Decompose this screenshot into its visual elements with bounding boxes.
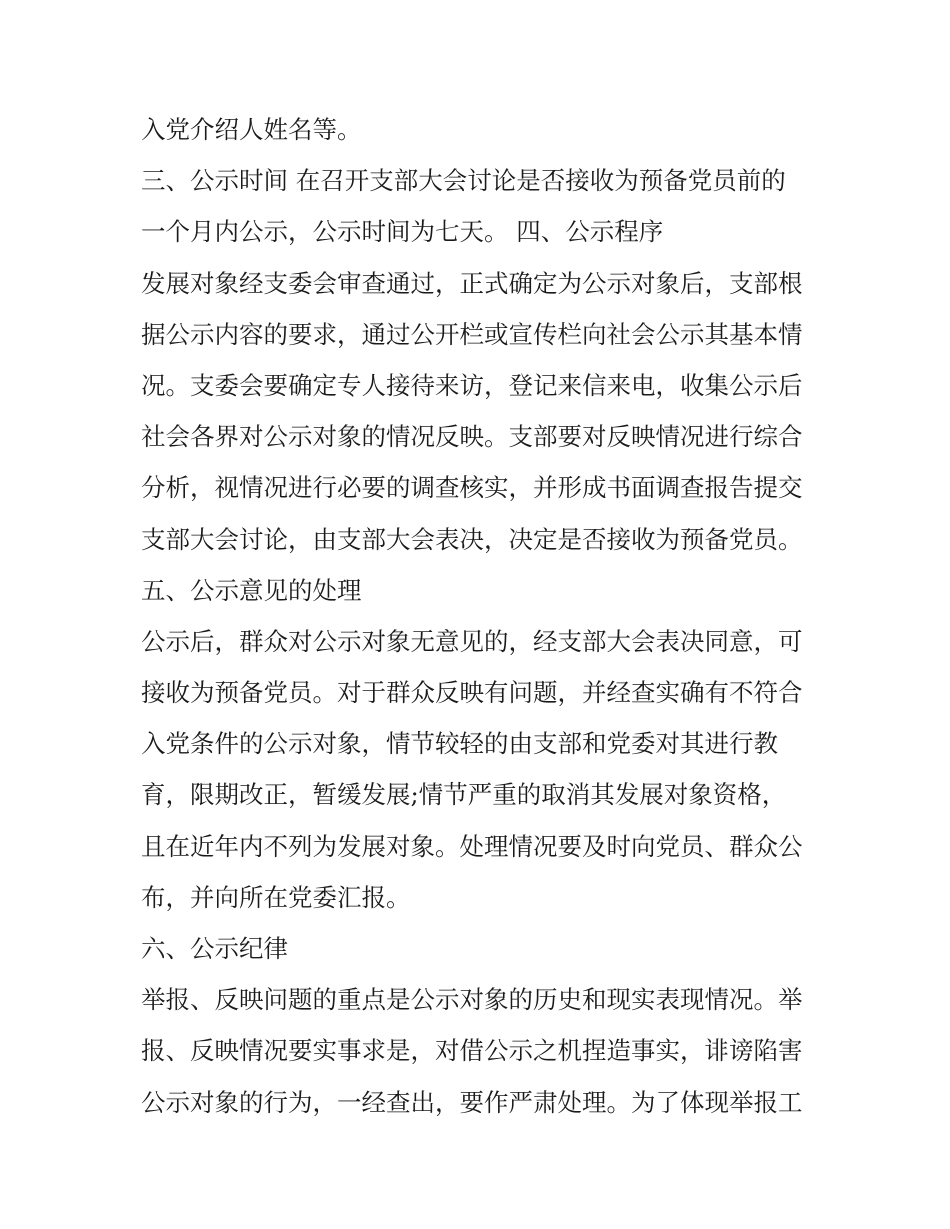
text-line-11: 公示后，群众对公示对象无意见的，经支部大会表决同意，可: [141, 626, 803, 656]
text-line-13: 入党条件的公示对象，情节较轻的由支部和党委对其进行教: [141, 729, 778, 759]
text-line-5: 据公示内容的要求，通过公开栏或宣传栏向社会公示其基本情: [141, 319, 803, 349]
text-line-15: 且在近年内不列为发展对象。处理情况要及时向党员、群众公: [141, 831, 803, 861]
text-line-12: 接收为预备党员。对于群众反映有问题，并经查实确有不符合: [141, 678, 803, 708]
text-line-4: 发展对象经支委会审查通过，正式确定为公示对象后，支部根: [141, 268, 803, 298]
text-line-3: 一个月内公示，公示时间为七天。 四、公示程序: [141, 217, 664, 247]
text-line-6: 况。支委会要确定专人接待来访，登记来信来电，收集公示后: [141, 370, 803, 400]
text-line-16: 布，并向所在党委汇报。: [141, 882, 411, 912]
text-line-2-section-heading: 三、公示时间 在召开支部大会讨论是否接收为预备党员前的: [141, 166, 786, 196]
text-line-20: 公示对象的行为，一经查出，要作严肃处理。为了体现举报工: [141, 1087, 803, 1117]
text-line-9: 支部大会讨论，由支部大会表决，决定是否接收为预备党员。: [141, 524, 803, 554]
text-line-8: 分析，视情况进行必要的调查核实，并形成书面调查报告提交: [141, 473, 803, 503]
text-line-1: 入党介绍人姓名等。: [141, 115, 362, 144]
section-heading-6: 六、公示纪律: [141, 934, 288, 963]
body-text: [141, 104, 831, 1128]
section-heading-5: 五、公示意见的处理: [141, 575, 362, 605]
text-line-7: 社会各界对公示对象的情况反映。支部要对反映情况进行综合: [141, 422, 803, 452]
text-line-14: 育，限期改正，暂缓发展;情节严重的取消其发展对象资格，: [141, 780, 787, 810]
text-line-19: 报、反映情况要实事求是，对借公示之机捏造事实，诽谤陷害: [141, 1036, 803, 1066]
text-line-18: 举报、反映问题的重点是公示对象的历史和现实表现情况。举: [141, 985, 803, 1015]
